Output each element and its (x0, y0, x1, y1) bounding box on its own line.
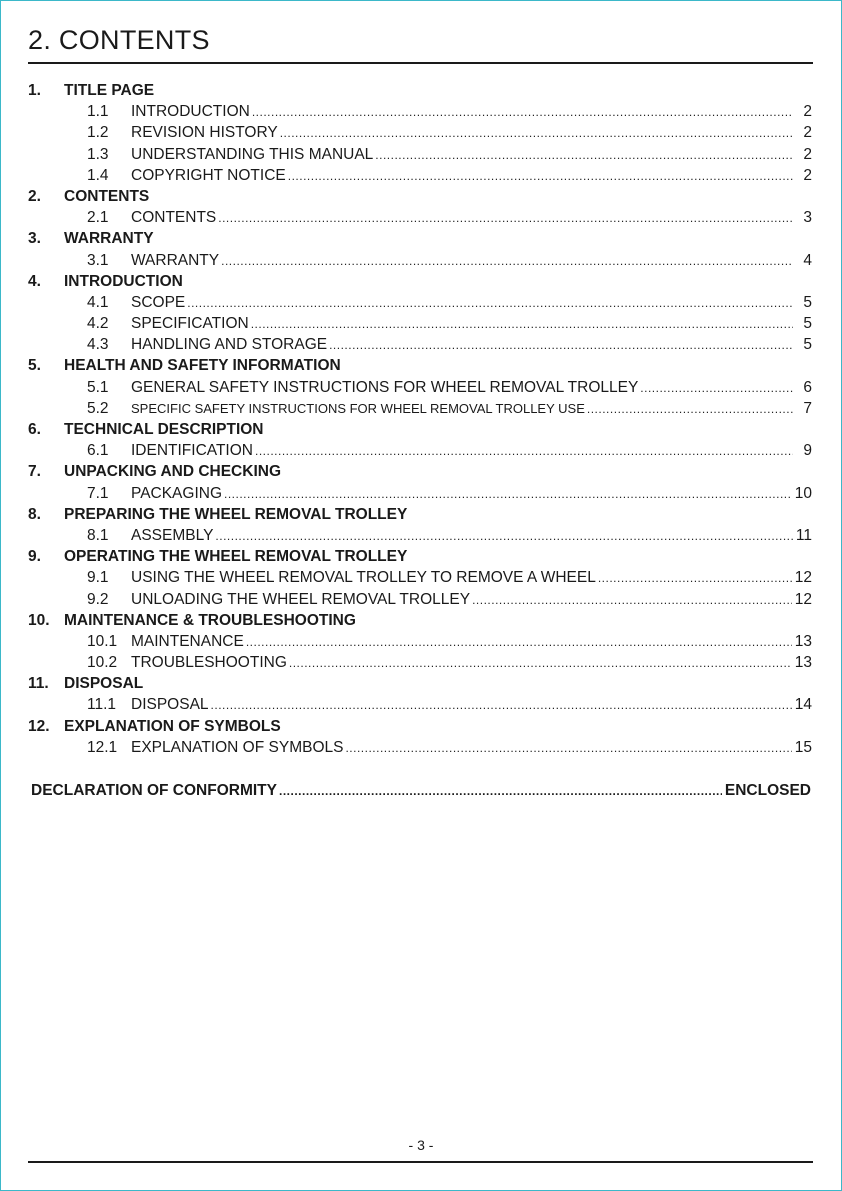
section-title: TECHNICAL DESCRIPTION (64, 421, 264, 438)
toc-entry[interactable] (28, 144, 812, 165)
entry-label: COPYRIGHT NOTICE (131, 166, 286, 184)
entry-number: 4.1 (87, 293, 109, 311)
entry-label: SPECIFICATION (131, 315, 249, 333)
entry-number: 10.2 (87, 654, 118, 672)
section-number: 8. (28, 505, 41, 523)
section-number: 9. (28, 548, 41, 566)
entry-label: GENERAL SAFETY INSTRUCTIONS FOR WHEEL REMOVAL TROLLEY (131, 378, 639, 396)
toc-entry[interactable] (28, 250, 812, 271)
entry-label: HANDLING AND STORAGE (131, 336, 328, 354)
declaration-page: ENCLOSED (724, 782, 811, 799)
toc-section-heading[interactable] (28, 504, 812, 525)
toc-entry[interactable] (28, 398, 812, 419)
entry-page-number: 5 (803, 293, 812, 311)
toc-section-heading[interactable] (28, 610, 812, 631)
section-title: HEALTH AND SAFETY INFORMATION (64, 357, 341, 375)
entry-number: 4.3 (87, 336, 109, 354)
entry-number: 4.2 (87, 315, 109, 333)
entry-label: SCOPE (131, 293, 186, 311)
entry-number: 10.1 (87, 632, 118, 650)
toc-entry[interactable] (28, 292, 812, 313)
section-title: PREPARING THE WHEEL REMOVAL TROLLEY (64, 505, 408, 523)
toc-section-heading[interactable] (28, 546, 812, 567)
toc-entry[interactable] (28, 122, 812, 143)
entry-page-number: 15 (794, 738, 812, 756)
entry-page-number: 9 (803, 442, 812, 460)
page-title: 2. CONTENTS (28, 25, 210, 55)
entry-label: UNLOADING THE WHEEL REMOVAL TROLLEY (131, 590, 471, 608)
toc-entry[interactable] (28, 165, 812, 186)
section-title: TITLE PAGE (64, 82, 155, 99)
entry-page-number: 12 (794, 590, 812, 608)
declaration-label: DECLARATION OF CONFORMITY (31, 782, 277, 799)
section-title: MAINTENANCE & TROUBLESHOOTING (64, 611, 356, 629)
entry-page-number: 14 (794, 696, 812, 714)
toc-section-heading[interactable] (28, 228, 812, 249)
entry-label: DISPOSAL (131, 696, 209, 714)
toc-entry[interactable] (28, 101, 812, 122)
entry-page-number: 6 (803, 378, 812, 396)
footer-divider (28, 1161, 813, 1163)
toc-entry[interactable] (28, 567, 812, 588)
entry-number: 6.1 (87, 442, 109, 460)
dot-leader (251, 314, 793, 335)
section-title: UNPACKING AND CHECKING (64, 463, 281, 481)
entry-number: 1.2 (87, 124, 109, 142)
dot-leader (218, 208, 793, 229)
entry-number: 11.1 (87, 696, 117, 714)
entry-page-number: 10 (794, 484, 812, 502)
toc-section-heading[interactable] (28, 461, 812, 482)
dot-leader (211, 695, 792, 716)
declaration-entry[interactable] (31, 782, 811, 800)
dot-leader (279, 784, 722, 798)
section-title: DISPOSAL (64, 675, 144, 693)
entry-label: WARRANTY (131, 251, 220, 269)
entry-page-number: 2 (803, 103, 812, 121)
section-number: 1. (28, 82, 41, 99)
toc-section-heading[interactable] (28, 355, 812, 376)
entry-label: PACKAGING (131, 484, 223, 502)
entry-label: CONTENTS (131, 209, 217, 227)
entry-number: 12.1 (87, 738, 118, 756)
dot-leader (246, 632, 792, 653)
toc-entry[interactable] (28, 334, 812, 355)
entry-label: SPECIFIC SAFETY INSTRUCTIONS FOR WHEEL REMOVAL TROLLEY USE (131, 400, 585, 416)
entry-label: MAINTENANCE (131, 632, 244, 650)
entry-label: IDENTIFICATION (131, 442, 253, 460)
entry-label: USING THE WHEEL REMOVAL TROLLEY TO REMOVE A WHEEL (131, 569, 596, 587)
entry-number: 9.2 (87, 590, 109, 608)
dot-leader (640, 378, 793, 399)
entry-label: ASSEMBLY (131, 526, 214, 544)
toc-entry[interactable] (28, 589, 812, 610)
toc-entry[interactable] (28, 440, 812, 461)
section-number: 3. (28, 230, 41, 248)
toc-entry[interactable] (28, 631, 812, 652)
dot-leader (587, 399, 793, 420)
toc-entry[interactable] (28, 525, 812, 546)
dot-leader (221, 251, 793, 272)
toc-section-heading[interactable] (28, 80, 812, 101)
entry-number: 5.1 (87, 378, 109, 396)
toc-section-heading[interactable] (28, 419, 812, 440)
entry-label: REVISION HISTORY (131, 124, 278, 142)
entry-number: 9.1 (87, 569, 109, 587)
section-title: INTRODUCTION (64, 272, 183, 290)
toc-section-heading[interactable] (28, 186, 812, 207)
page-number: - 3 - (408, 1137, 434, 1153)
entry-label: UNDERSTANDING THIS MANUAL (131, 145, 374, 163)
entry-number: 1.4 (87, 166, 109, 184)
entry-page-number: 5 (803, 315, 812, 333)
entry-number: 1.1 (87, 103, 109, 121)
dot-leader (255, 441, 793, 462)
toc-entry[interactable] (28, 377, 812, 398)
entry-page-number: 3 (803, 209, 812, 227)
toc-entry[interactable] (28, 483, 812, 504)
toc-entry[interactable] (28, 652, 812, 673)
dot-leader (280, 123, 793, 144)
section-number: 7. (28, 463, 41, 481)
entry-page-number: 7 (803, 399, 812, 417)
dot-leader (598, 568, 792, 589)
title-divider (28, 62, 813, 64)
entry-label: EXPLANATION OF SYMBOLS (131, 738, 344, 756)
dot-leader (329, 335, 793, 356)
toc-entry[interactable] (28, 694, 812, 715)
section-number: 12. (28, 717, 50, 735)
section-number: 10. (28, 611, 50, 629)
toc-entry[interactable] (28, 737, 812, 758)
section-number: 4. (28, 272, 41, 290)
toc-section-heading[interactable] (28, 271, 812, 292)
dot-leader (187, 293, 793, 314)
dot-leader (252, 102, 793, 123)
dot-leader (289, 653, 792, 674)
toc-entry[interactable] (28, 313, 812, 334)
entry-page-number: 2 (803, 166, 812, 184)
dot-leader (224, 484, 792, 505)
section-title: CONTENTS (64, 187, 150, 205)
dot-leader (215, 526, 792, 547)
section-number: 5. (28, 357, 41, 375)
entry-page-number: 13 (794, 632, 812, 650)
table-of-contents (28, 80, 812, 758)
section-title: OPERATING THE WHEEL REMOVAL TROLLEY (64, 548, 408, 566)
section-title: WARRANTY (64, 230, 154, 248)
section-number: 11. (28, 675, 49, 693)
dot-leader (288, 166, 793, 187)
toc-section-heading[interactable] (28, 673, 812, 694)
entry-label: INTRODUCTION (131, 103, 250, 121)
entry-page-number: 5 (803, 336, 812, 354)
entry-page-number: 4 (803, 251, 812, 269)
toc-entry[interactable] (28, 207, 812, 228)
entry-page-number: 12 (794, 569, 812, 587)
entry-number: 5.2 (87, 399, 109, 417)
entry-number: 8.1 (87, 526, 109, 544)
entry-page-number: 13 (794, 654, 812, 672)
entry-number: 3.1 (87, 251, 109, 269)
entry-number: 2.1 (87, 209, 109, 227)
section-number: 6. (28, 421, 41, 438)
entry-number: 7.1 (87, 484, 109, 502)
entry-page-number: 11 (795, 526, 812, 544)
section-number: 2. (28, 187, 41, 205)
toc-section-heading[interactable] (28, 716, 812, 737)
entry-page-number: 2 (803, 145, 812, 163)
dot-leader (345, 738, 791, 759)
dot-leader (472, 590, 792, 611)
section-title: EXPLANATION OF SYMBOLS (64, 717, 281, 735)
entry-number: 1.3 (87, 145, 109, 163)
entry-label: TROUBLESHOOTING (131, 654, 287, 672)
dot-leader (375, 145, 793, 166)
entry-page-number: 2 (803, 124, 812, 142)
